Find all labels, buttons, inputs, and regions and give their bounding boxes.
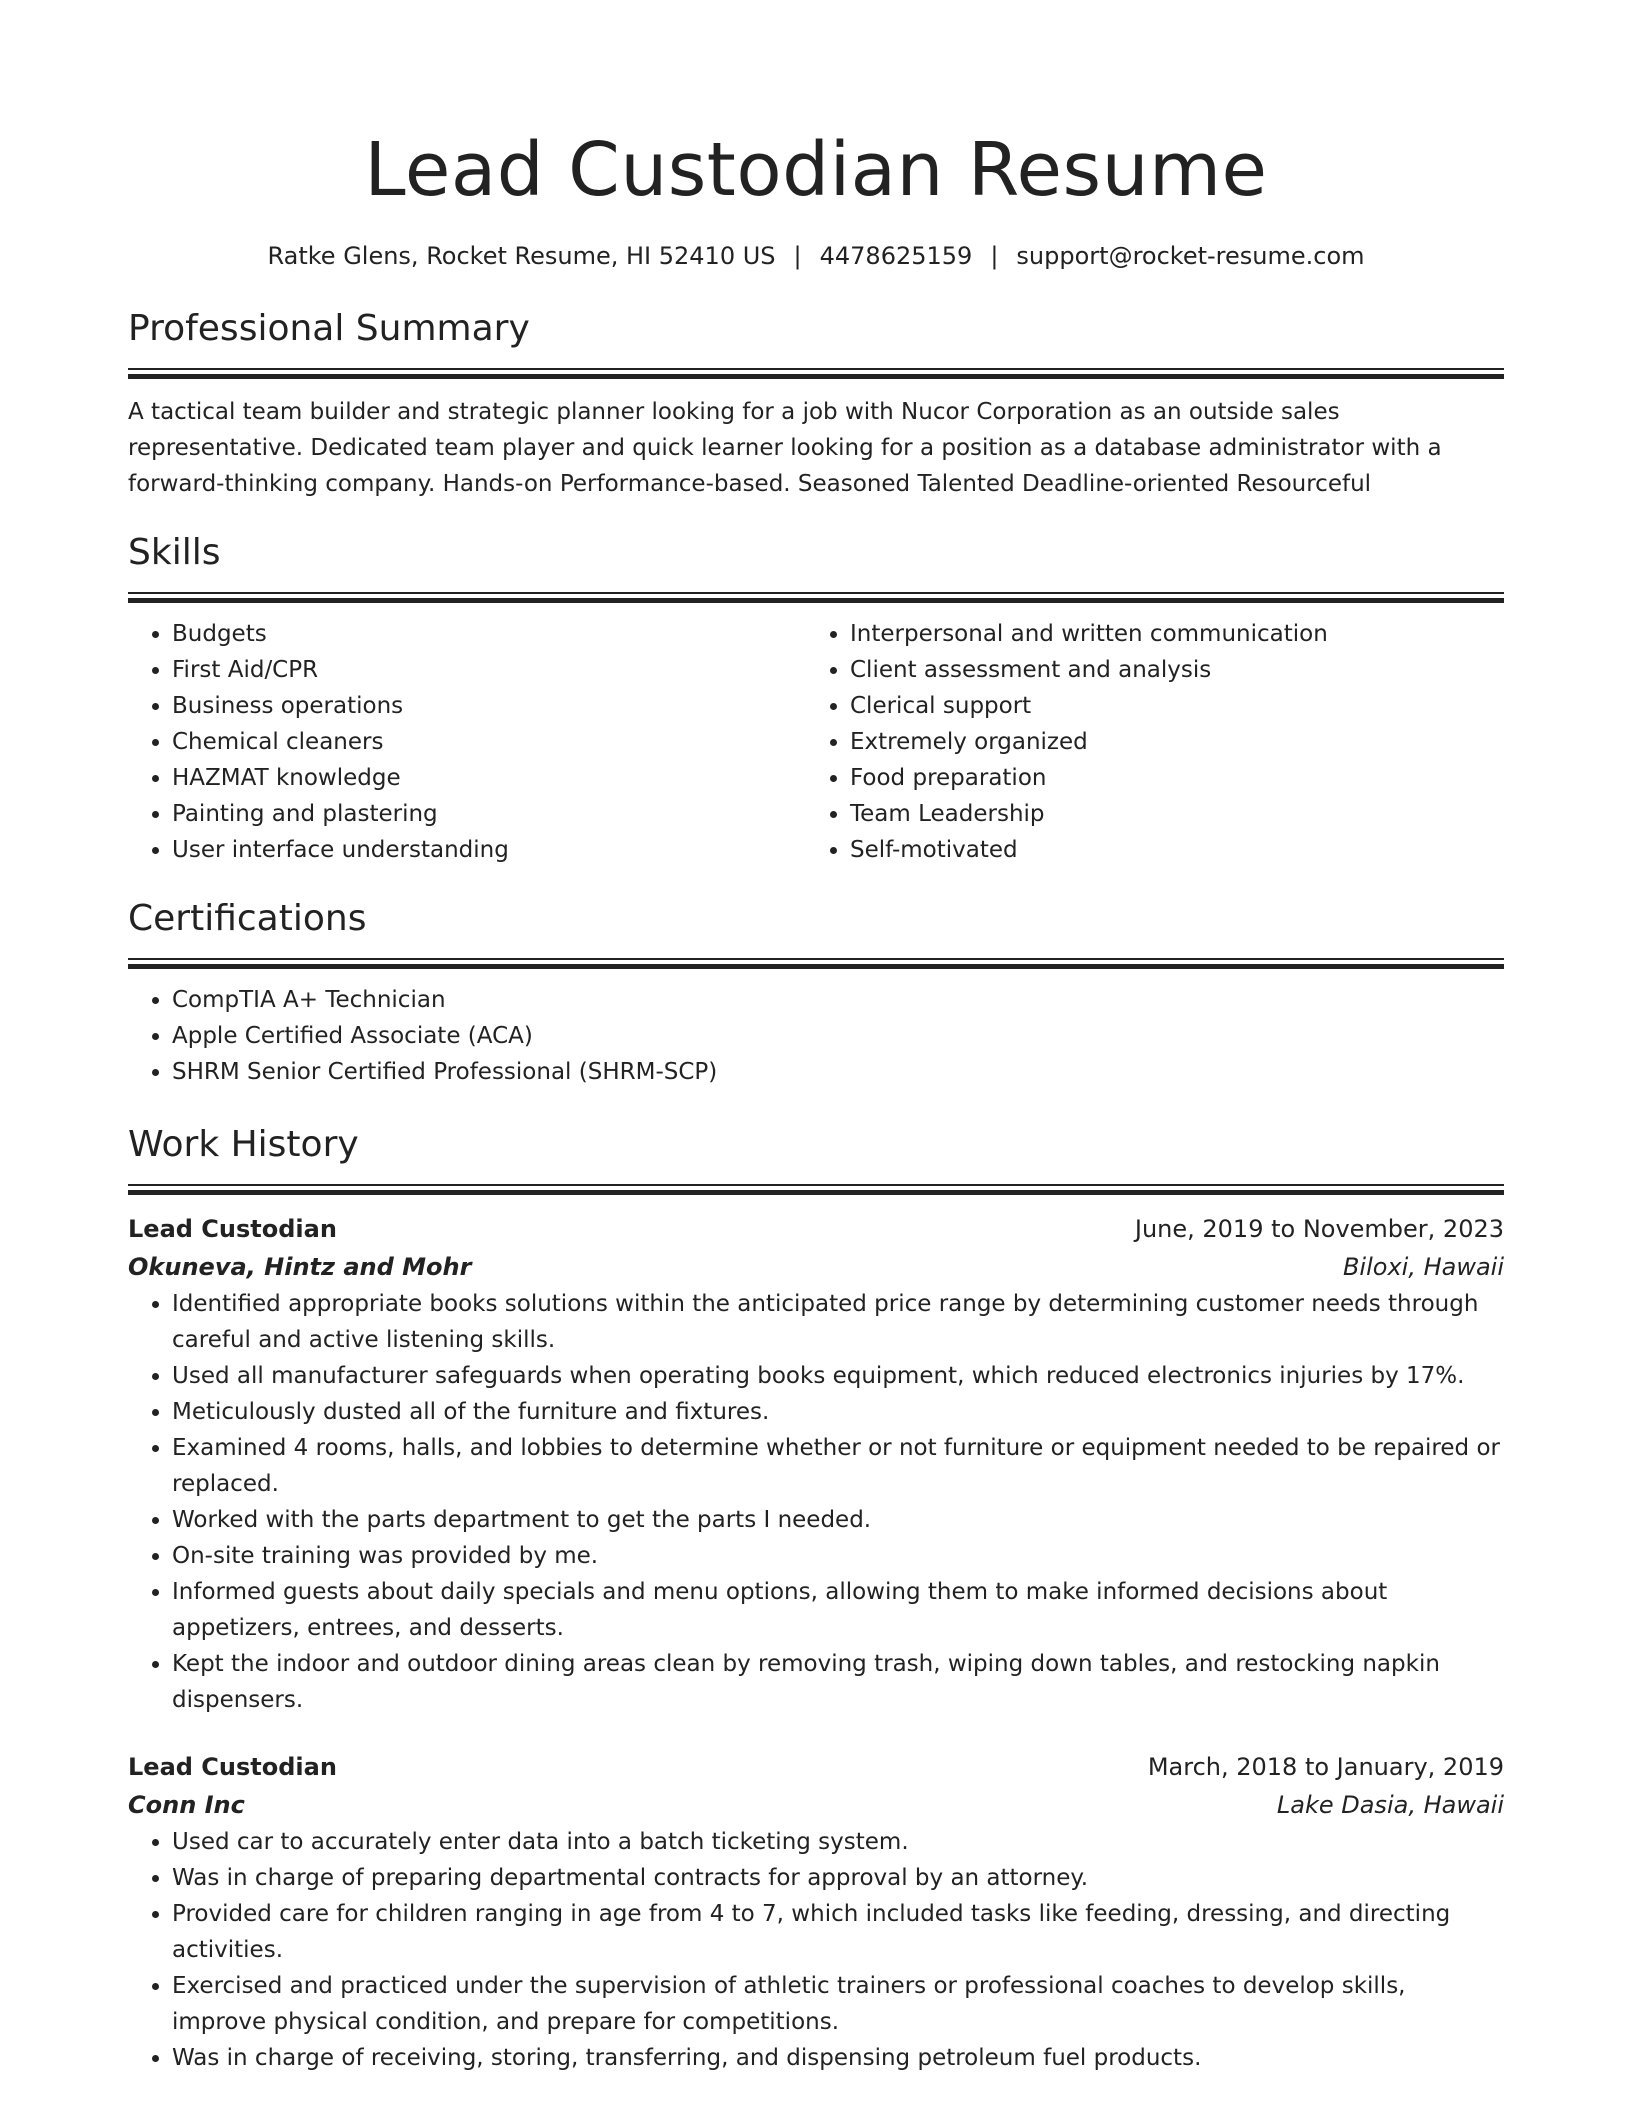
work-history-section — [128, 1124, 1504, 2076]
skill-item: • HAZMAT knowledge — [172, 760, 806, 796]
skill-item: • Food preparation — [850, 760, 1484, 796]
job-duty: • Used all manufacturer safeguards when operating books equipment, which reduced electronics injuries by 17%. — [172, 1358, 1504, 1394]
job-duty: • Was in charge of receiving, storing, transferring, and dispensing petroleum fuel products. — [172, 2040, 1504, 2076]
skill-item: • Painting and plastering — [172, 796, 806, 832]
job-company: Okuneva, Hintz and Mohr — [128, 1253, 472, 1281]
skill-item: • Self-motivated — [850, 832, 1484, 868]
job-company: Conn Inc — [128, 1791, 245, 1819]
job-location: Biloxi, Hawaii — [1342, 1253, 1504, 1281]
job-title: Lead Custodian — [128, 1753, 337, 1781]
certification-item: • SHRM Senior Certified Professional (SHRM-SCP) — [172, 1054, 1504, 1090]
job-duty: • Used car to accurately enter data into a batch ticketing system. — [172, 1824, 1504, 1860]
skill-item: • Team Leadership — [850, 796, 1484, 832]
job-location: Lake Dasia, Hawaii — [1276, 1791, 1504, 1819]
job-duty: • Worked with the parts department to get the parts I needed. — [172, 1502, 1504, 1538]
resume-title: Lead Custodian Resume — [364, 127, 1268, 213]
section-divider — [128, 958, 1504, 968]
skill-item: • Business operations — [172, 688, 806, 724]
job-dates: June, 2019 to November, 2023 — [1134, 1215, 1504, 1243]
section-divider — [128, 368, 1504, 378]
job-duty: • Kept the indoor and outdoor dining areas clean by removing trash, wiping down tables, and restocking napkin dispensers. — [172, 1646, 1504, 1718]
contact-separator: | — [990, 242, 999, 270]
resume-page — [128, 0, 1504, 2076]
skill-item: • Chemical cleaners — [172, 724, 806, 760]
section-heading-work-history: Work History — [128, 1124, 359, 1165]
job-duty: • Exercised and practiced under the supervision of athletic trainers or professional coaches to develop skills, improve physical condition, and prepare for competitions. — [172, 1968, 1504, 2040]
summary-line: forward-thinking company. Hands-on Performance-based. Seasoned Talented Deadline-oriented Resourceful — [128, 471, 1372, 497]
skills-column-right — [806, 616, 1484, 868]
skill-item: • First Aid/CPR — [172, 652, 806, 688]
skill-item: • Extremely organized — [850, 724, 1484, 760]
summary-line: A tactical team builder and strategic planner looking for a job with Nucor Corporation as an outside sales — [128, 399, 1340, 425]
section-divider — [128, 1184, 1504, 1194]
job-header — [128, 1210, 1504, 1248]
skills-grid — [128, 616, 1504, 868]
job-header — [128, 1748, 1504, 1786]
skill-item: • Clerical support — [850, 688, 1484, 724]
summary-line: representative. Dedicated team player and quick learner looking for a position as a database administrator with a — [128, 435, 1442, 461]
job-subheader — [128, 1248, 1504, 1286]
job-duty: • Identified appropriate books solutions within the anticipated price range by determining customer needs through careful and active listening skills. — [172, 1286, 1504, 1358]
section-heading-certifications: Certifications — [128, 898, 367, 939]
section-divider — [128, 592, 1504, 602]
skill-item: • User interface understanding — [172, 832, 806, 868]
job-duty: • Informed guests about daily specials and menu options, allowing them to make informed decisions about appetizers, entrees, and desserts. — [172, 1574, 1504, 1646]
job-duty: • Meticulously dusted all of the furniture and fixtures. — [172, 1394, 1504, 1430]
contact-separator: | — [793, 242, 802, 270]
skill-item: • Budgets — [172, 616, 806, 652]
certification-item: • Apple Certified Associate (ACA) — [172, 1018, 1504, 1054]
job-duty: • Provided care for children ranging in age from 4 to 7, which included tasks like feeding, dressing, and directing activities. — [172, 1896, 1504, 1968]
skills-column-left — [128, 616, 806, 868]
section-heading-summary: Professional Summary — [128, 308, 530, 349]
job-title: Lead Custodian — [128, 1215, 337, 1243]
certification-item: • CompTIA A+ Technician — [172, 982, 1504, 1018]
job-duty: • On-site training was provided by me. — [172, 1538, 1504, 1574]
certifications-section — [128, 898, 1504, 1090]
contact-line — [128, 238, 1504, 274]
contact-email: support@rocket-resume.com — [1016, 242, 1365, 270]
job-entry — [128, 1748, 1504, 2076]
skills-section — [128, 532, 1504, 868]
skill-item: • Interpersonal and written communication — [850, 616, 1484, 652]
skill-item: • Client assessment and analysis — [850, 652, 1484, 688]
contact-address: Ratke Glens, Rocket Resume, HI 52410 US — [267, 242, 776, 270]
section-heading-skills: Skills — [128, 532, 221, 573]
summary-section — [128, 308, 1504, 502]
contact-phone: 4478625159 — [819, 242, 973, 270]
summary-text — [128, 394, 1504, 502]
job-dates: March, 2018 to January, 2019 — [1147, 1753, 1504, 1781]
job-entry — [128, 1210, 1504, 1718]
job-duty: • Was in charge of preparing departmental contracts for approval by an attorney. — [172, 1860, 1504, 1896]
job-subheader — [128, 1786, 1504, 1824]
job-duty: • Examined 4 rooms, halls, and lobbies to determine whether or not furniture or equipment needed to be repaired or replaced. — [172, 1430, 1504, 1502]
